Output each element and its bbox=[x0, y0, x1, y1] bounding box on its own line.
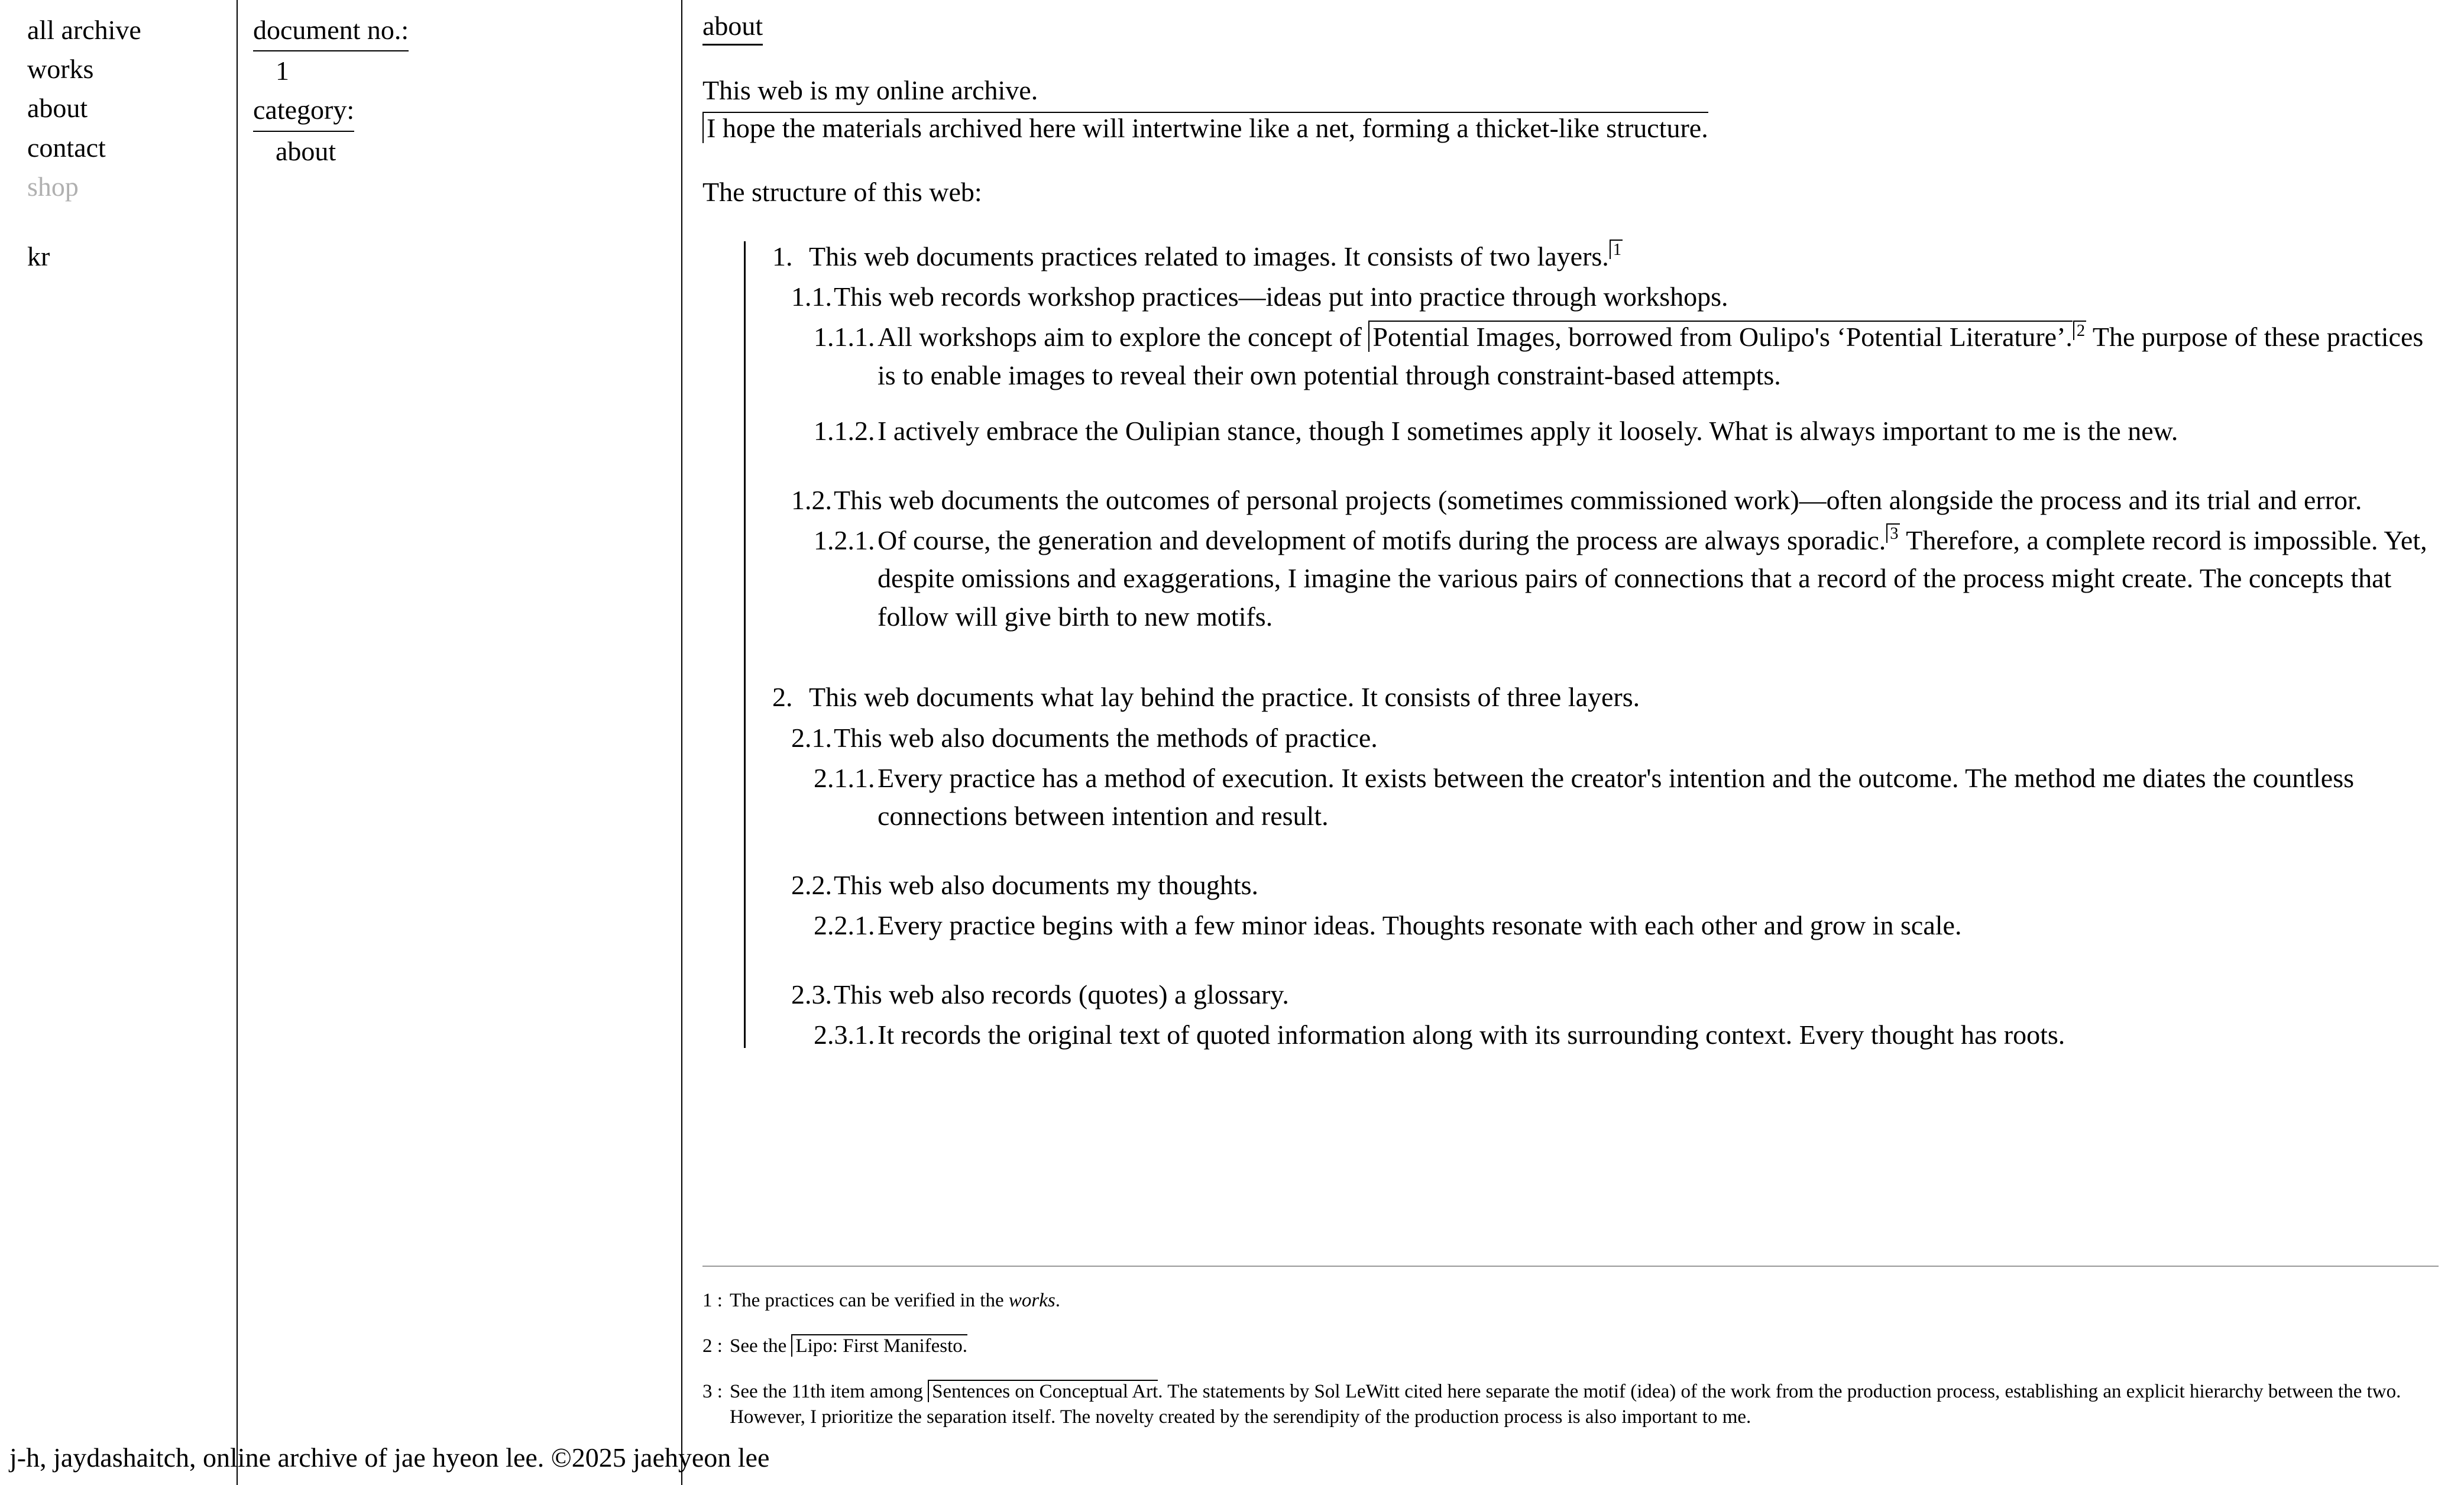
sidebar-item-works[interactable]: works bbox=[27, 54, 94, 85]
outline-text-1-2: This web documents the outcomes of personal projects (sometimes commissioned work)—often alongside the process and its trial and error. bbox=[834, 484, 2362, 515]
site-footer: j-h, jaydashaitch, online archive of jae hyeon lee. ©2025 jaehyeon lee bbox=[9, 1442, 770, 1473]
outline-number-1-1-2: 1.1.2. bbox=[814, 416, 875, 447]
outline-item-2-3-1 bbox=[814, 1016, 2439, 1054]
footnote-2 bbox=[702, 1334, 2439, 1359]
outline-row-1-2-1 bbox=[814, 522, 2439, 636]
outline-row-1-1-1 bbox=[814, 318, 2439, 394]
footnotes-divider bbox=[702, 1266, 2439, 1267]
outline-number-2-2-1: 2.2.1. bbox=[814, 910, 875, 941]
outline-text-1-1-1: All workshops aim to explore the concept of Potential Images, borrowed from Oulipo's ‘Potential Literature’. $^2$ The purpose of these practices is to enable images to reveal their own potential through constraint-based attempts. bbox=[878, 321, 2424, 390]
outline-row-2-3 bbox=[791, 976, 2439, 1014]
outline-text-1: This web documents practices related to images. It consists of two layers. $^1$ bbox=[809, 241, 1622, 271]
outline-item-2-1-1 bbox=[814, 759, 2439, 836]
outline-item-1-2 bbox=[791, 481, 2439, 636]
language-toggle-kr[interactable]: kr bbox=[27, 241, 50, 272]
footnote-1 bbox=[702, 1288, 2439, 1313]
meta-column-divider bbox=[681, 0, 682, 1485]
outline-spacer bbox=[772, 950, 2439, 976]
outline-number-2-1: 2.1. bbox=[791, 722, 832, 753]
outline-spacer bbox=[772, 840, 2439, 866]
intro-line-2 bbox=[702, 109, 2439, 147]
sidebar-item-all-archive[interactable]: all archive bbox=[27, 15, 141, 45]
footnote-3 bbox=[702, 1379, 2439, 1430]
sidebar-item-contact[interactable]: contact bbox=[27, 132, 106, 163]
outline-row-2-1-1 bbox=[814, 759, 2439, 836]
intro-paragraph bbox=[702, 72, 2439, 148]
outline-text-1-1: This web records workshop practices—ideas put into practice through workshops. bbox=[834, 282, 1728, 312]
category-value[interactable]: about bbox=[276, 135, 336, 166]
outline-item-1-2-1 bbox=[814, 522, 2439, 636]
outline-row-1 bbox=[772, 238, 2439, 276]
footnote-number-2: 2 : bbox=[702, 1335, 723, 1357]
outline-text-1-1-2: I actively embrace the Oulipian stance, though I sometimes apply it loosely. What is always important to me is the new. bbox=[878, 416, 2178, 447]
outline-number-1-1: 1.1. bbox=[791, 282, 832, 312]
outline-item-2-2-1 bbox=[814, 907, 2439, 944]
annotated-phrase-lipo-manifesto[interactable]: Lipo: First Manifesto. bbox=[791, 1334, 967, 1357]
structure-lead-in bbox=[702, 173, 2439, 211]
outline-text-2-2-1: Every practice begins with a few minor ideas. Thoughts resonate with each other and grow in scale. bbox=[878, 910, 1962, 941]
outline-text-1-2-1: Of course, the generation and development of motifs during the process are always sporadic. $^3$ Therefore, a complete record is impossible. Yet, despite omissions and exaggerations, I imagine the various pairs of connections that a record of the process might create. The concepts that follow will give birth to new motifs. bbox=[878, 525, 2427, 632]
document-no-field bbox=[253, 11, 667, 90]
nav-column-divider bbox=[237, 0, 238, 1485]
footnote-ref-3[interactable]: 3 bbox=[1886, 523, 1899, 543]
annotated-phrase-sentences-conceptual-art[interactable]: Sentences on Conceptual Art bbox=[928, 1380, 1158, 1402]
category-field bbox=[253, 90, 667, 170]
outline-text-2-1-1: Every practice has a method of execution. It exists between the creator's intention and the outcome. The method me diates the countless connections between intention and result. bbox=[878, 762, 2355, 832]
outline-item-2-2 bbox=[791, 866, 2439, 945]
outline-item-2-3 bbox=[791, 976, 2439, 1054]
outline-item-2 bbox=[772, 678, 2439, 1054]
sidebar-item-shop[interactable]: shop bbox=[27, 171, 79, 202]
outline-spacer bbox=[814, 399, 2439, 412]
footnotes-section bbox=[702, 1266, 2439, 1450]
footnote-body-1: The practices can be verified in the works. bbox=[730, 1290, 1060, 1311]
footnote-body-2: See the Lipo: First Manifesto. bbox=[730, 1335, 968, 1357]
outline-number-1: 1. bbox=[772, 241, 793, 271]
outline-number-2-1-1: 2.1.1. bbox=[814, 762, 875, 793]
outline-spacer bbox=[702, 640, 2439, 678]
outline-text-2-3: This web also records (quotes) a glossary. bbox=[834, 979, 1289, 1010]
outline-number-2-2: 2.2. bbox=[791, 869, 832, 900]
category-label: category: bbox=[253, 90, 354, 131]
footnote-ref-2[interactable]: 2 bbox=[2073, 321, 2086, 340]
footnote-number-1: 1 : bbox=[702, 1290, 723, 1311]
outline-item-1 bbox=[772, 238, 2439, 636]
footnote-number-3: 3 : bbox=[702, 1380, 723, 1402]
outline-row-2-2 bbox=[791, 866, 2439, 904]
outline-row-1-2 bbox=[791, 481, 2439, 519]
outline-number-1-2: 1.2. bbox=[791, 484, 832, 515]
outline-number-1-1-1: 1.1.1. bbox=[814, 322, 875, 352]
outline-list bbox=[702, 238, 2439, 1054]
sidebar-nav bbox=[27, 11, 228, 276]
outline-item-1-1 bbox=[791, 278, 2439, 451]
sidebar-item-about[interactable]: about bbox=[27, 93, 88, 124]
outline-text-2-2: This web also documents my thoughts. bbox=[834, 869, 1259, 900]
outline-text-2-3-1: It records the original text of quoted information along with its surrounding context. Every thought has roots. bbox=[878, 1019, 2065, 1050]
annotated-phrase-intro[interactable]: I hope the materials archived here will intertwine like a net, forming a thicket-like structure. bbox=[702, 112, 1708, 143]
footnote-italic-works: works bbox=[1008, 1290, 1055, 1311]
outline-row-2-2-1 bbox=[814, 907, 2439, 944]
intro-line-1: This web is my online archive. bbox=[702, 75, 1038, 105]
outline-row-1-1-2 bbox=[814, 412, 2439, 450]
footnote-body-3: See the 11th item among Sentences on Conceptual Art. The statements by Sol LeWitt cited here separate the motif (idea) of the work from the production process, establishing an explicit hierarchy between the two. However, I prioritize the separation itself. The novelty created by the serendipity of the production process is also important to me. bbox=[730, 1380, 2401, 1428]
document-metadata bbox=[253, 11, 667, 171]
outline-number-1-2-1: 1.2.1. bbox=[814, 525, 875, 556]
outline-row-1-1 bbox=[791, 278, 2439, 316]
outline-item-1-1-1 bbox=[814, 318, 2439, 450]
outline-number-2-3: 2.3. bbox=[791, 979, 832, 1010]
page-title: about bbox=[702, 9, 763, 46]
outline-text-2-1: This web also documents the methods of practice. bbox=[834, 722, 1378, 753]
annotated-phrase-potential-images[interactable]: Potential Images, borrowed from Oulipo's ‘Potential Literature’. bbox=[1368, 321, 2073, 352]
document-no-label: document no.: bbox=[253, 11, 409, 51]
outline-text-2: This web documents what lay behind the practice. It consists of three layers. bbox=[809, 682, 1640, 713]
outline-row-2-3-1 bbox=[814, 1016, 2439, 1054]
main-content bbox=[702, 7, 2439, 1059]
footnote-ref-1[interactable]: 1 bbox=[1610, 240, 1623, 259]
outline-number-2: 2. bbox=[772, 682, 793, 713]
outline-number-2-3-1: 2.3.1. bbox=[814, 1019, 875, 1050]
outline-row-2-1 bbox=[791, 719, 2439, 757]
outline-spacer bbox=[772, 455, 2439, 481]
intro-line-3: The structure of this web: bbox=[702, 177, 982, 208]
nav-spacer bbox=[27, 206, 228, 237]
document-no-value: 1 bbox=[276, 56, 289, 86]
outline-row-2 bbox=[772, 678, 2439, 716]
outline-item-2-1 bbox=[791, 719, 2439, 836]
